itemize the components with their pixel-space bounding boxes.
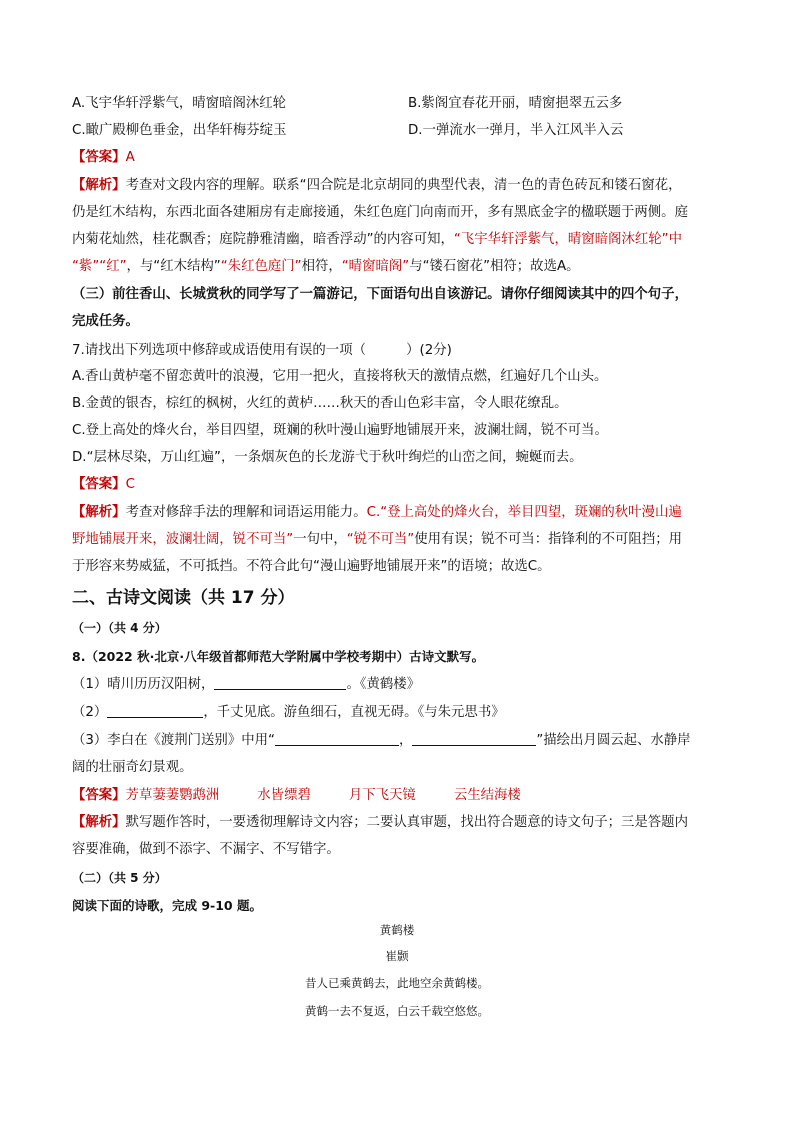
q6-option-a: A.飞宇华轩浮紫气，晴窗暗阁沐红轮 <box>72 96 287 111</box>
analysis-highlight: “紫”“红” <box>72 259 127 274</box>
answer-tag: 【答案】 <box>72 788 126 803</box>
analysis-text: 与“镂石窗花”相符；故选A。 <box>409 259 580 274</box>
analysis-highlight: “朱红色庭门” <box>220 259 302 274</box>
q8-item-text: （1）晴川历历汉阳树， <box>72 677 215 692</box>
poem-line-1: 昔人已乘黄鹤去，此地空余黄鹤楼。 <box>305 976 489 990</box>
q6-answer <box>72 148 724 168</box>
poem-title: 黄鹤楼 <box>379 923 415 937</box>
section-3-intro-1: （三）前往香山、长城赏秋的同学写了一篇游记，下面语句出自该游记。请你仔细阅读其中的四个句子， <box>72 287 688 302</box>
poem-author: 崔颢 <box>385 949 409 963</box>
q8-item-2 <box>72 703 724 723</box>
analysis-highlight: “锐不可当” <box>346 532 415 547</box>
q7-option-d: D.“层林尽染，万山红遍”，一条烟灰色的长龙游弋于秋叶绚烂的山峦之间，蜿蜒而去。 <box>72 450 583 465</box>
analysis-highlight: “晴窗暗阁” <box>341 259 410 274</box>
q8-item-text: 。《黄鹤楼》 <box>346 677 421 692</box>
q7-analysis-line-1 <box>72 503 724 523</box>
analysis-text: 内菊花灿然，桂花飘香；庭院静雅清幽，暗香浮动”的内容可知， <box>72 232 454 247</box>
fill-blank[interactable] <box>275 731 399 746</box>
answer-value-1: 芳草萋萋鹦鹉洲 <box>125 788 220 803</box>
q8-analysis-line-1 <box>72 813 724 833</box>
q8-stem: 8.（2022 秋·北京·八年级首都师范大学附属中学校考期中）古诗文默写。 <box>72 649 485 664</box>
poem-line-2: 黄鹤一去不复返，白云千载空悠悠。 <box>305 1004 489 1018</box>
fill-blank[interactable] <box>214 675 346 690</box>
poem-instruction: 阅读下面的诗歌，完成 9-10 题。 <box>72 898 262 913</box>
analysis-text: 考查对修辞手法的理解和词语运用能力。 <box>125 505 367 520</box>
answer-value-2: 水皆缥碧 <box>257 788 311 803</box>
q7-answer <box>72 475 724 495</box>
answer-value-3: 月下飞天镜 <box>348 788 416 803</box>
q6-analysis-line-2: 仍是红木结构，东西北面各建厢房有走廊接通，朱红色庭门向南而开，多有黑底金字的楹联题于两侧。庭 <box>72 205 688 220</box>
subsection-1-heading: （一）（共 4 分） <box>72 621 167 635</box>
analysis-highlight: 野地铺展开来，波澜壮阔，锐不可当” <box>72 532 294 547</box>
q6-option-c: C.瞰广殿柳色垂金，出华轩梅芬绽玉 <box>72 123 287 138</box>
q8-item-3-cont: 阔的壮丽奇幻景观。 <box>72 760 193 775</box>
answer-tag: 【答案】 <box>72 477 126 492</box>
analysis-tag: 【解析】 <box>72 505 126 520</box>
q7-analysis-line-2 <box>72 530 724 550</box>
q8-item-1 <box>72 675 724 695</box>
answer-value: C <box>125 477 135 492</box>
q6-option-d: D.一弹流水一弹月，半入江风半入云 <box>408 123 624 138</box>
q8-item-text: ”描绘出月圆云起、水静岸 <box>536 733 691 748</box>
analysis-highlight: “飞宇华轩浮紫气，晴窗暗阁沐红轮”中 <box>453 232 682 247</box>
q7-option-b: B.金黄的银杏，棕红的枫树，火红的黄栌……秋天的香山色彩丰富，令人眼花缭乱。 <box>72 396 568 411</box>
part-2-heading: 二、古诗文阅读（共 17 分） <box>72 588 295 608</box>
q8-answer <box>72 786 724 806</box>
fill-blank[interactable] <box>412 731 536 746</box>
q8-item-text: （3）李白在《渡荆门送别》中用“ <box>72 733 275 748</box>
q8-item-text: ，千丈见底。游鱼细石，直视无碍。《与朱元思书》 <box>203 705 505 720</box>
answer-value: A <box>125 150 135 165</box>
q7-option-a: A.香山黄栌毫不留恋黄叶的浪漫，它用一把火，直接将秋天的激情点燃，红遍好几个山头。 <box>72 369 608 384</box>
analysis-text: 相符， <box>301 259 342 274</box>
analysis-tag: 【解析】 <box>72 815 126 830</box>
subsection-2-heading: （二）（共 5 分） <box>72 871 167 885</box>
q8-item-text: ， <box>398 733 413 748</box>
analysis-text: 使用有误；锐不可当：指锋利的不可阻挡；用 <box>414 532 682 547</box>
q6-analysis-line-1 <box>72 176 724 196</box>
analysis-text: 一句中， <box>293 532 347 547</box>
q6-option-b: B.紫阁宜春花开丽，晴窗挹翠五云多 <box>408 96 623 111</box>
analysis-text: 考查对文段内容的理解。联系“四合院是北京胡同的典型代表，清一色的青色砖瓦和镂石窗花， <box>125 178 682 193</box>
analysis-text: ，与“红木结构” <box>126 259 221 274</box>
q8-analysis-line-2: 容要准确，做到不添字、不漏字、不写错字。 <box>72 842 340 857</box>
q8-item-text: （2） <box>72 705 108 720</box>
analysis-highlight: C.“登上高处的烽火台，举目四望，斑斓的秋叶漫山遍 <box>366 505 682 520</box>
analysis-tag: 【解析】 <box>72 178 126 193</box>
fill-blank[interactable] <box>107 703 203 718</box>
section-3-intro-2: 完成任务。 <box>72 314 139 329</box>
q7-option-c: C.登上高处的烽火台，举目四望，斑斓的秋叶漫山遍野地铺展开来，波澜壮阔，锐不可当。 <box>72 423 608 438</box>
q7-analysis-line-3: 于形容来势威猛，不可抵挡。不符合此句“漫山遍野地铺展开来”的语境；故选C。 <box>72 559 551 574</box>
q6-analysis-line-4 <box>72 257 724 277</box>
q8-item-3 <box>72 731 724 751</box>
q7-stem: 7.请找出下列选项中修辞或成语使用有误的一项（ ）(2分) <box>72 343 452 358</box>
answer-tag: 【答案】 <box>72 150 126 165</box>
answer-value-4: 云生结海楼 <box>453 788 521 803</box>
q6-analysis-line-3 <box>72 230 724 250</box>
analysis-text: 默写题作答时，一要透彻理解诗文内容；二要认真审题，找出符合题意的诗文句子；三是答题内 <box>125 815 688 830</box>
